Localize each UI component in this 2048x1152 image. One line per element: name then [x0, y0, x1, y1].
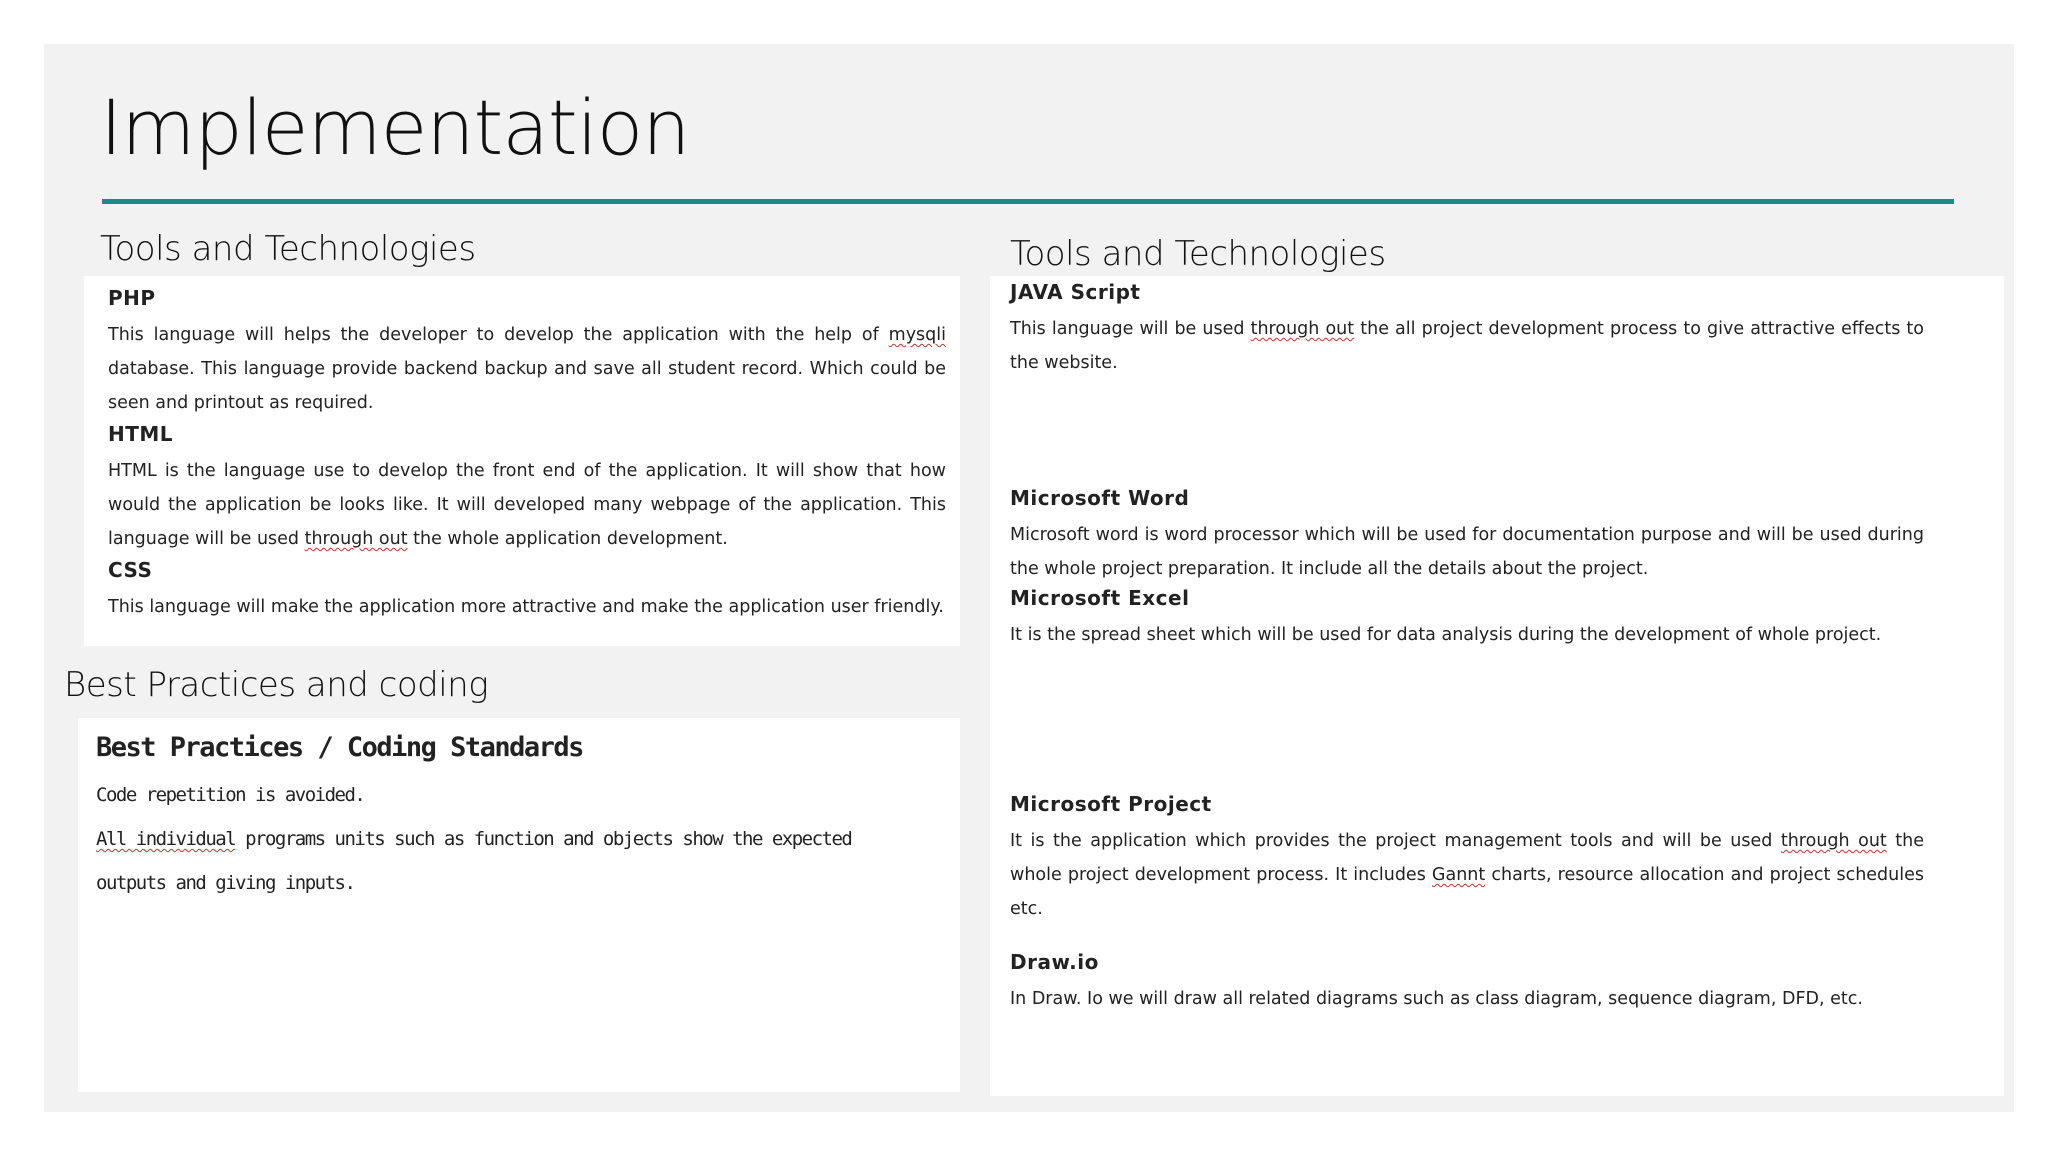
drawio-description: In Draw. Io we will draw all related diagrams such as class diagram, sequence diagram, DFD, etc.	[1010, 989, 1863, 1009]
project-text-mid: the whole project development process. It includes	[1010, 831, 1925, 885]
right-tools-panel	[990, 276, 2004, 1096]
css-description: This language will make the application more attractive and make the application user friendly.	[108, 597, 944, 617]
javascript-title: JAVA Script	[1010, 280, 1141, 304]
best-practices-panel	[78, 718, 960, 1092]
left-section-heading: Tools and Technologies	[100, 229, 476, 269]
project-text: It is the application which provides the project management tools and will be used	[1010, 831, 1781, 851]
css-title: CSS	[108, 558, 153, 582]
excel-title: Microsoft Excel	[1010, 586, 1190, 610]
title-divider	[102, 199, 1954, 204]
javascript-description	[1010, 312, 1924, 380]
best-practices-heading: Best Practices and coding	[64, 665, 489, 705]
php-text-end: database. This language provide backend backup and save all student record. Which could be seen and printout as required.	[108, 359, 946, 413]
best-practices-text	[96, 773, 920, 905]
html-title: HTML	[108, 422, 174, 446]
best-practice-line-1: Code repetition is avoided.	[96, 784, 365, 806]
best-practice-line-2-flagged: All individual	[96, 828, 236, 850]
left-tools-panel	[84, 276, 960, 646]
html-text-flagged: through out	[304, 529, 408, 549]
slide-title: Implementation	[100, 83, 690, 172]
word-title: Microsoft Word	[1010, 486, 1190, 510]
html-text-end: the whole application development.	[407, 529, 728, 549]
html-text: HTML is the language use to develop the front end of the application. It will show that how would the application be looks like. It will developed many webpage of the application. This language will be used	[108, 461, 946, 549]
javascript-text-flagged: through out	[1250, 319, 1355, 339]
javascript-text-end: the all project development process to give attractive effects to the website.	[1010, 319, 1924, 373]
project-text-end: charts, resource allocation and project schedules etc.	[1010, 865, 1924, 919]
project-text-flagged-2: Gannt	[1431, 865, 1486, 885]
excel-description: It is the spread sheet which will be used for data analysis during the development of whole project.	[1010, 625, 1882, 645]
project-text-flagged: through out	[1780, 831, 1887, 851]
drawio-title: Draw.io	[1010, 950, 1099, 974]
php-title: PHP	[108, 286, 156, 310]
javascript-text: This language will be used	[1010, 319, 1251, 339]
best-practices-title: Best Practices / Coding Standards	[96, 732, 583, 763]
php-text-flagged: mysqli	[888, 325, 946, 345]
word-description: Microsoft word is word processor which will be used for documentation purpose and will be used during the whole project preparation. It include all the details about the project.	[1010, 525, 1924, 579]
php-description	[108, 318, 946, 420]
html-description	[108, 454, 946, 556]
best-practice-line-2: programs units such as function and objects show the expected outputs and giving inputs.	[96, 828, 852, 894]
project-description	[1010, 824, 1924, 926]
project-title: Microsoft Project	[1010, 792, 1212, 816]
php-text: This language will helps the developer to develop the application with the help of	[108, 325, 889, 345]
right-section-heading: Tools and Technologies	[1010, 234, 1386, 274]
